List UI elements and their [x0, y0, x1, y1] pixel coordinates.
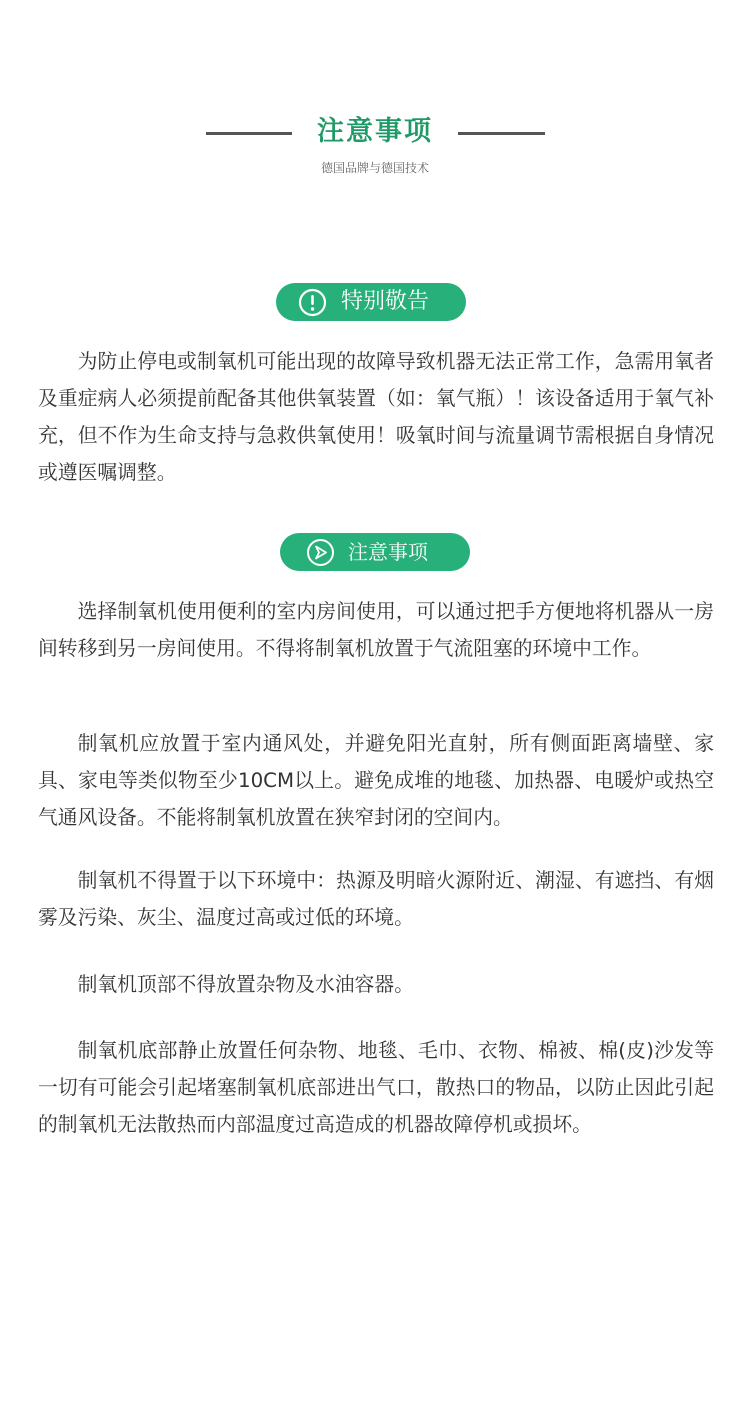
notice-badge	[280, 533, 470, 571]
warning-paragraph: 为防止停电或制氧机可能出现的故障导致机器无法正常工作，急需用氧者及重症病人必须提前配备其他供氧装置（如：氧气瓶）！该设备适用于氧气补充，但不作为生命支持与急救供氧使用！吸氧时间与流量调节需根据自身情况或遵医嘱调整。	[38, 350, 714, 484]
header-divider-right	[458, 132, 545, 135]
notice-badge-label: 注意事项	[348, 540, 428, 564]
notice-paragraph-placement-room: 选择制氧机使用便利的室内房间使用，可以通过把手方便地将机器从一房间转移到另一房间使用。不得将制氧机放置于气流阻塞的环境中工作。	[38, 600, 714, 660]
page-subtitle: 德国品牌与德国技术	[320, 161, 429, 175]
page-title: 注意事项	[317, 116, 433, 147]
warning-badge-label: 特别敬告	[341, 289, 430, 314]
warning-badge	[276, 283, 466, 321]
notice-paragraph-bottom: 制氧机底部静止放置任何杂物、地毯、毛巾、衣物、棉被、棉(皮)沙发等一切有可能会引起堵塞制氧机底部进出气口，散热口的物品，以防止因此引起的制氧机无法散热而内部温度过高造成的机器故障停机或损坏。	[38, 1039, 714, 1136]
notice-paragraph-ventilation: 制氧机应放置于室内通风处，并避免阳光直射，所有侧面距离墙壁、家具、家电等类似物至少10CM以上。避免成堆的地毯、加热器、电暖炉或热空气通风设备。不能将制氧机放置在狭窄封闭的空间内。	[38, 732, 714, 829]
exclamation-circle-icon	[298, 288, 327, 317]
notice-paragraph-environment: 制氧机不得置于以下环境中：热源及明暗火源附近、潮湿、有遮挡、有烟雾及污染、灰尘、温度过高或过低的环境。	[38, 869, 714, 929]
arrow-right-circle-icon	[306, 538, 335, 567]
notice-paragraph-top: 制氧机顶部不得放置杂物及水油容器。	[77, 973, 414, 996]
